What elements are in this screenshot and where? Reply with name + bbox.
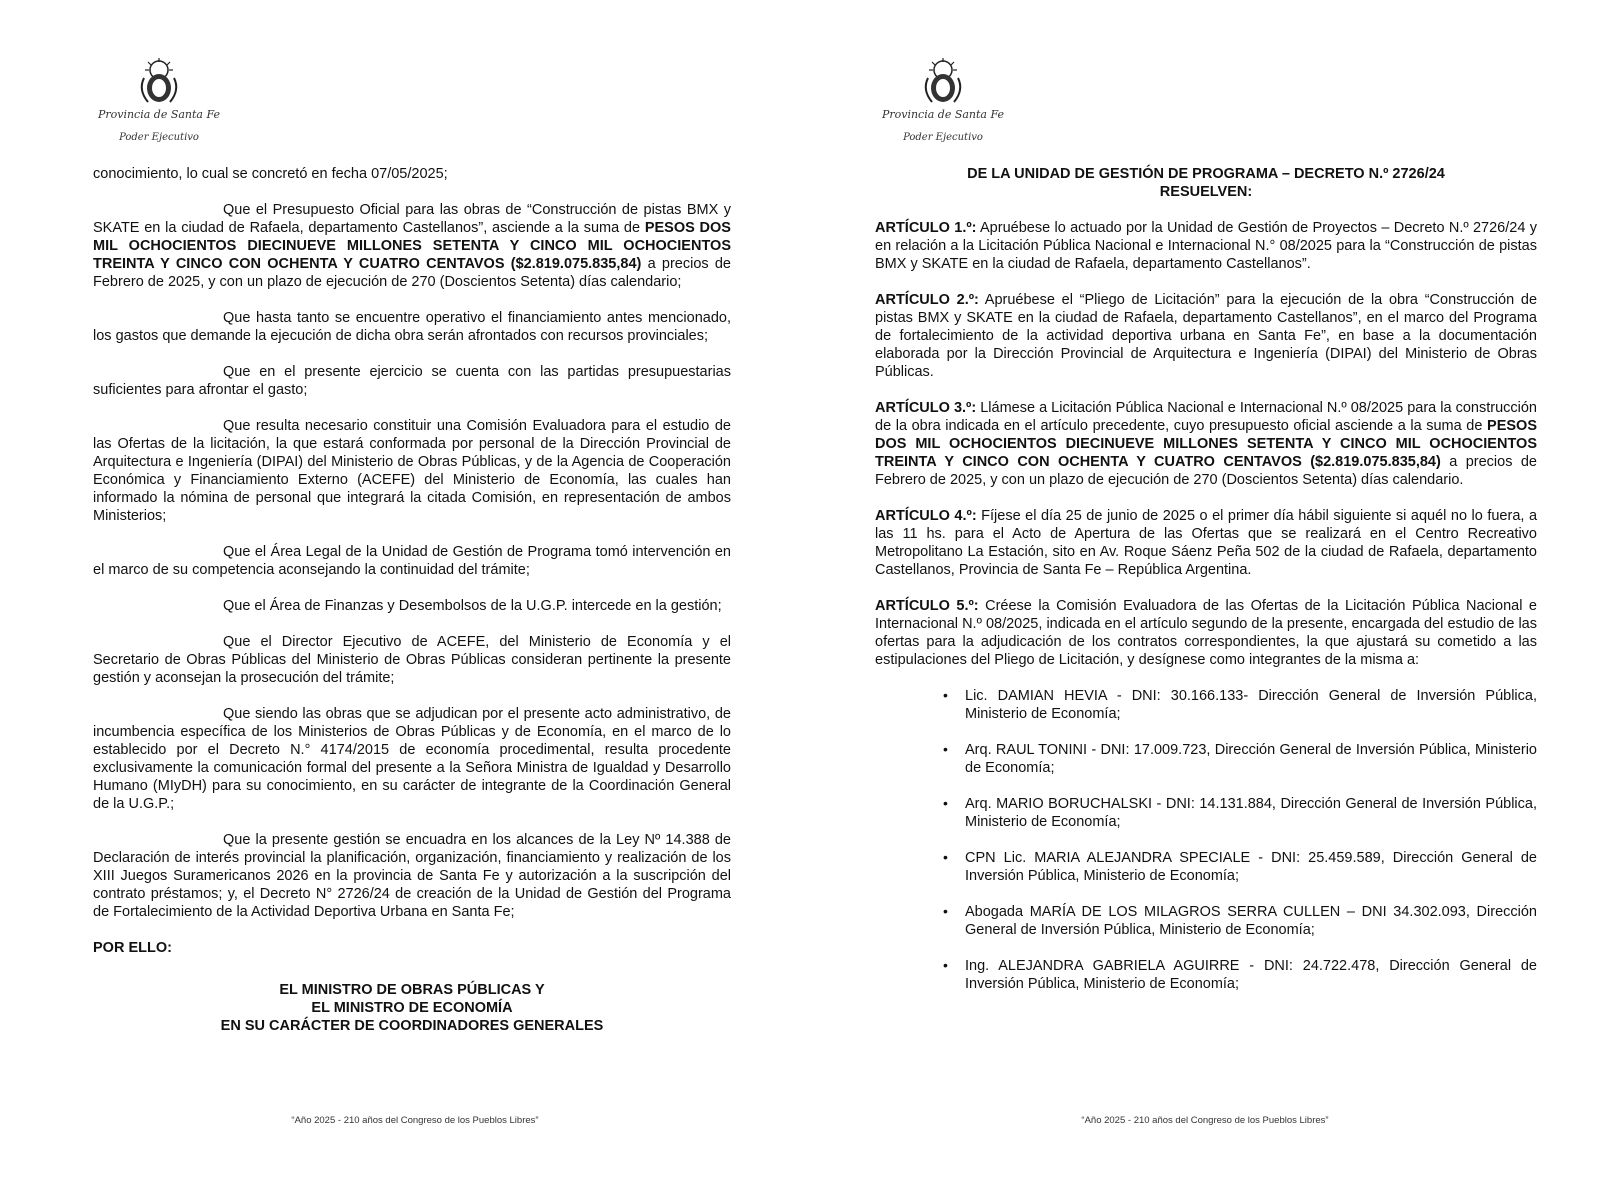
- coat-of-arms-emblem: [94, 58, 224, 148]
- paragraph-commission: Que resulta necesario constituir una Comisión Evaluadora para el estudio de las Ofertas de la licitación, la que estará conformada por personal de la Dirección Provincial de Arquitectura e Ingeniería (DIPAI) del Ministerio de Obras Públicas, y de la Agencia de Cooperación Económica y Financiamiento Externo (ACEFE) del Ministerio de Economía, las cuales han informado la nómina de personal que integrará la citada Comisión, en representación de ambos Ministerios;: [93, 418, 731, 524]
- paragraph-funds: Que en el presente ejercicio se cuenta con las partidas presupuestarias suficientes para afrontar el gasto;: [93, 364, 731, 398]
- member-text: Arq. MARIO BORUCHALSKI - DNI: 14.131.884, Dirección General de Inversión Pública, Ministerio de Economía;: [965, 796, 1537, 830]
- province-name: Provincia de Santa Fe: [97, 108, 221, 121]
- signatory-line-2: EL MINISTRO DE ECONOMÍA: [311, 1000, 513, 1016]
- budget-amount: PESOS DOS MIL OCHOCIENTOS DIECINUEVE MILLONES SETENTA Y CINCO MIL OCHOCIENTOS TREINTA Y CINCO CON OCHENTA Y CUATRO CENTAVOS ($2.819.075.835,84): [875, 418, 1537, 470]
- article-text: Créese la Comisión Evaluadora de las Ofertas de la Licitación Pública Nacional e Internacional N.º 08/2025, indicada en el artículo segundo de la presente, encargada del estudio de las ofertas para la adjudicación de los contratos correspondientes, la que ajustará su cometido a las estipulaciones del Pliego de Licitación, y desígnese como integrantes de la misma a:: [875, 598, 1537, 668]
- article-text: a precios de Febrero de 2025, y con un plazo de ejecución de 270 (Doscientos Setenta) días calendario.: [875, 454, 1537, 488]
- paragraph-legal: Que el Área Legal de la Unidad de Gestión de Programa tomó intervención en el marco de su competencia aconsejando la continuidad del trámite;: [93, 544, 731, 578]
- article-label: ARTÍCULO 3.º:: [875, 400, 977, 416]
- page-footer-motto: “Año 2025 - 210 años del Congreso de los Pueblos Libres”: [1081, 1115, 1329, 1126]
- paragraph-competence: Que siendo las obras que se adjudican por el presente acto administrativo, de incumbencia específica de los Ministerios de Obras Públicas y de Economía, en el marco de lo establecido por el Decreto N.° 4174/2015 de economía procedimental, resulta procedente exclusivamente la comunicación formal del presente a la Señora Ministra de Igualdad y Desarrollo Humano (MIyDH) para su conocimiento, en su carácter de integrante de la Coordinación General de la U.G.P.;: [93, 706, 731, 812]
- paragraph-director: Que el Director Ejecutivo de ACEFE, del Ministerio de Economía y el Secretario de Obras Públicas del Ministerio de Obras Públicas consideran pertinente la presente gestión y aconsejan la prosecución del trámite;: [93, 634, 731, 686]
- article-label: ARTÍCULO 1.º:: [875, 220, 977, 236]
- paragraph-law: Que la presente gestión se encuadra en los alcances de la Ley Nº 14.388 de Declaración de interés provincial la planificación, organización, financiamiento y realización de los XIII Juegos Suramericanos 2026 en la provincia de Santa Fe y autorización a la suscripción del contrato préstamos; y, el Decreto N° 2726/24 de creación de la Unidad de Gestión del Programa de Fortalecimiento de la Actividad Deportiva Urbana en Santa Fe;: [93, 832, 731, 920]
- article-3: [875, 399, 1537, 489]
- signatory-line-1: EL MINISTRO DE OBRAS PÚBLICAS Y: [279, 982, 545, 998]
- list-item: [875, 687, 1537, 723]
- article-text: Apruébese el “Pliego de Licitación” para la ejecución de la obra “Construcción de pistas BMX y SKATE en la ciudad de Rafaela, departamento Castellanos”, en el marco del Programa de fortalecimiento de la actividad deportiva urbana en Santa Fe”, en base a la documentación elaborada por la Dirección Provincial de Arquitectura e Ingeniería (DIPAI) del Ministerio de Obras Públicas.: [875, 292, 1538, 380]
- member-text: Lic. DAMIAN HEVIA - DNI: 30.166.133- Dirección General de Inversión Pública, Ministerio de Economía;: [965, 688, 1537, 722]
- article-2: [875, 291, 1537, 381]
- article-5: [875, 597, 1537, 669]
- member-text: CPN Lic. MARIA ALEJANDRA SPECIALE - DNI: 25.459.589, Dirección General de Inversión Pública, Ministerio de Economía;: [965, 850, 1537, 884]
- article-label: ARTÍCULO 4.º:: [875, 508, 977, 524]
- shield-icon: [918, 58, 968, 106]
- coat-of-arms-emblem: [878, 58, 1008, 148]
- shield-icon: [134, 58, 184, 106]
- paragraph-budget: [93, 201, 731, 291]
- list-item: [875, 957, 1537, 993]
- list-item: [875, 795, 1537, 831]
- bullet-icon: •: [943, 795, 948, 811]
- list-item: [875, 849, 1537, 885]
- budget-amount: PESOS DOS MIL OCHOCIENTOS DIECINUEVE MILLONES SETENTA Y CINCO MIL OCHOCIENTOS TREINTA Y CINCO CON OCHENTA Y CUATRO CENTAVOS ($2.819.075.835,84): [93, 220, 731, 272]
- executive-branch: Poder Ejecutivo: [903, 132, 983, 143]
- list-item: [875, 903, 1537, 939]
- province-name: Provincia de Santa Fe: [881, 108, 1005, 121]
- bullet-icon: •: [943, 849, 948, 865]
- body-text: [875, 165, 1537, 1011]
- resuelven-heading: RESUELVEN:: [1159, 184, 1253, 200]
- bullet-icon: •: [943, 741, 948, 757]
- member-text: Arq. RAUL TONINI - DNI: 17.009.723, Dirección General de Inversión Pública, Ministerio de Economía;: [965, 742, 1537, 776]
- page-footer-motto: “Año 2025 - 210 años del Congreso de los Pueblos Libres”: [291, 1115, 539, 1126]
- paragraph-intro: conocimiento, lo cual se concretó en fecha 07/05/2025;: [93, 166, 448, 182]
- signatory-line-3: EN SU CARÁCTER DE COORDINADORES GENERALES: [220, 1018, 604, 1034]
- budget-text: Que el Presupuesto Oficial para las obras de “Construcción de pistas BMX y SKATE en la ciudad de Rafaela, departamento Castellanos”, asciende a la suma de: [93, 202, 731, 236]
- executive-branch: Poder Ejecutivo: [119, 132, 199, 143]
- bullet-icon: •: [943, 687, 948, 703]
- article-label: ARTÍCULO 2.º:: [875, 292, 979, 308]
- budget-terms: a precios de Febrero de 2025, y con un plazo de ejecución de 270 (Doscientos Setenta) días calendario;: [93, 256, 731, 290]
- article-label: ARTÍCULO 5.º:: [875, 598, 979, 614]
- article-text: Llámese a Licitación Pública Nacional e Internacional N.º 08/2025 para la construcción de la obra indicada en el artículo precedente, cuyo presupuesto oficial asciende a la suma de: [875, 400, 1537, 434]
- bullet-icon: •: [943, 903, 948, 919]
- article-text: Fíjese el día 25 de junio de 2025 o el primer día hábil siguiente si aquél no lo fuera, a las 11 hs. para el Acto de Apertura de las Ofertas que se realizará en el Centro Recreativo Metropolitano La Estación, sito en Av. Roque Sáenz Peña 502 de la ciudad de Rafaela, departamento Castellanos, Provincia de Santa Fe – República Argentina.: [875, 508, 1538, 578]
- paragraph-finance: Que el Área de Finanzas y Desembolsos de la U.G.P. intercede en la gestión;: [223, 598, 722, 614]
- member-text: Ing. ALEJANDRA GABRIELA AGUIRRE - DNI: 24.722.478, Dirección General de Inversión Pública, Ministerio de Economía;: [965, 958, 1537, 992]
- resolution-heading: DE LA UNIDAD DE GESTIÓN DE PROGRAMA – DECRETO N.º 2726/24: [967, 166, 1445, 182]
- por-ello-heading: POR ELLO:: [93, 940, 172, 956]
- article-text: Apruébese lo actuado por la Unidad de Gestión de Proyectos – Decreto N.º 2726/24 y en relación a la Licitación Pública Nacional e Internacional N.° 08/2025 para la “Construcción de pistas BMX y SKATE en la ciudad de Rafaela, departamento Castellanos”.: [875, 220, 1537, 272]
- article-4: [875, 507, 1537, 579]
- commission-member-list: [875, 687, 1537, 993]
- list-item: [875, 741, 1537, 777]
- body-text: [93, 165, 731, 1035]
- article-1: [875, 219, 1537, 273]
- member-text: Abogada MARÍA DE LOS MILAGROS SERRA CULLEN – DNI 34.302.093, Dirección General de Inversión Pública, Ministerio de Economía;: [965, 904, 1537, 938]
- page-right: [800, 0, 1600, 1200]
- paragraph-financing: Que hasta tanto se encuentre operativo el financiamiento antes mencionado, los gastos que demande la ejecución de dicha obra serán afrontados con recursos provinciales;: [93, 310, 731, 344]
- bullet-icon: •: [943, 957, 948, 973]
